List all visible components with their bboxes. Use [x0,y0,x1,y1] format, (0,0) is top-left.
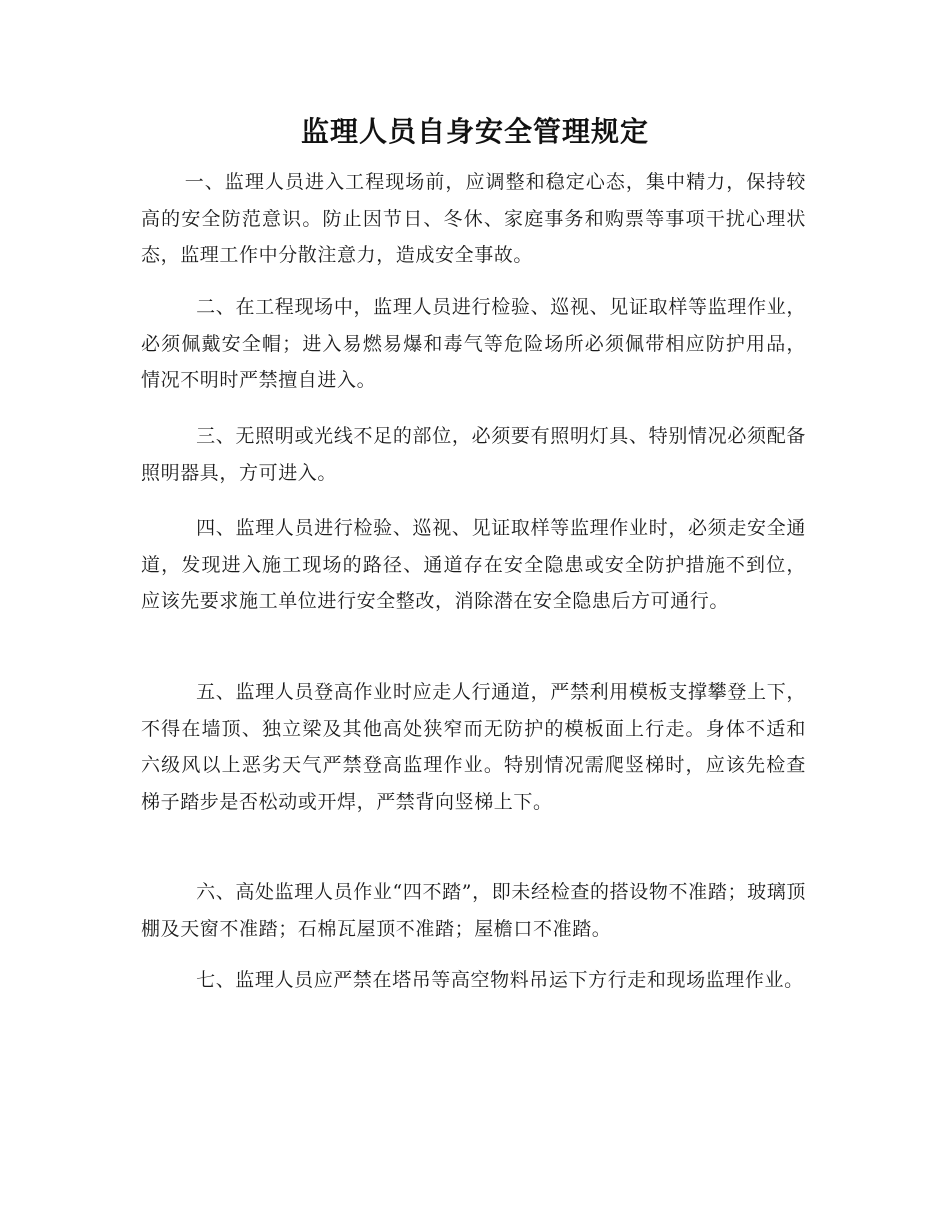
paragraph-7: 七、监理人员应严禁在塔吊等高空物料吊运下方行走和现场监理作业。 [196,969,804,991]
paragraph-5: 五、监理人员登高作业时应走人行通道，严禁利用模板支撑攀登上下，不得在墙顶、独立梁及其他高处狭窄而无防护的模板面上行走。身体不适和六级风以上恶劣天气严禁登高监理作业。特别情况需爬竖梯时，应该先检查梯子踏步是否松动或开焊，严禁背向竖梯上下。 [141,681,806,813]
paragraph-1: 一、监理人员进入工程现场前，应调整和稳定心态，集中精力，保持较高的安全防范意识。防止因节日、冬休、家庭事务和购票等事项干扰心理状态，监理工作中分散注意力，造成安全事故。 [141,171,806,266]
document-title: 监理人员自身安全管理规定 [300,115,649,148]
paragraph-3: 三、无照明或光线不足的部位，必须要有照明灯具、特别情况必须配备照明器具，方可进入。 [141,425,806,484]
paragraph-2: 二、在工程现场中，监理人员进行检验、巡视、见证取样等监理作业，必须佩戴安全帽；进入易燃易爆和毒气等危险场所必须佩带相应防护用品，情况不明时严禁擅自进入。 [141,296,806,391]
paragraph-4: 四、监理人员进行检验、巡视、见证取样等监理作业时，必须走安全通道，发现进入施工现场的路径、通道存在安全隐患或安全防护措施不到位，应该先要求施工单位进行安全整改，消除潜在安全隐患后方可通行。 [141,517,806,612]
paragraph-6: 六、高处监理人员作业“四不踏”，即未经检查的搭设物不准踏；玻璃顶棚及天窗不准踏；石棉瓦屋顶不准踏；屋檐口不准踏。 [141,881,806,940]
